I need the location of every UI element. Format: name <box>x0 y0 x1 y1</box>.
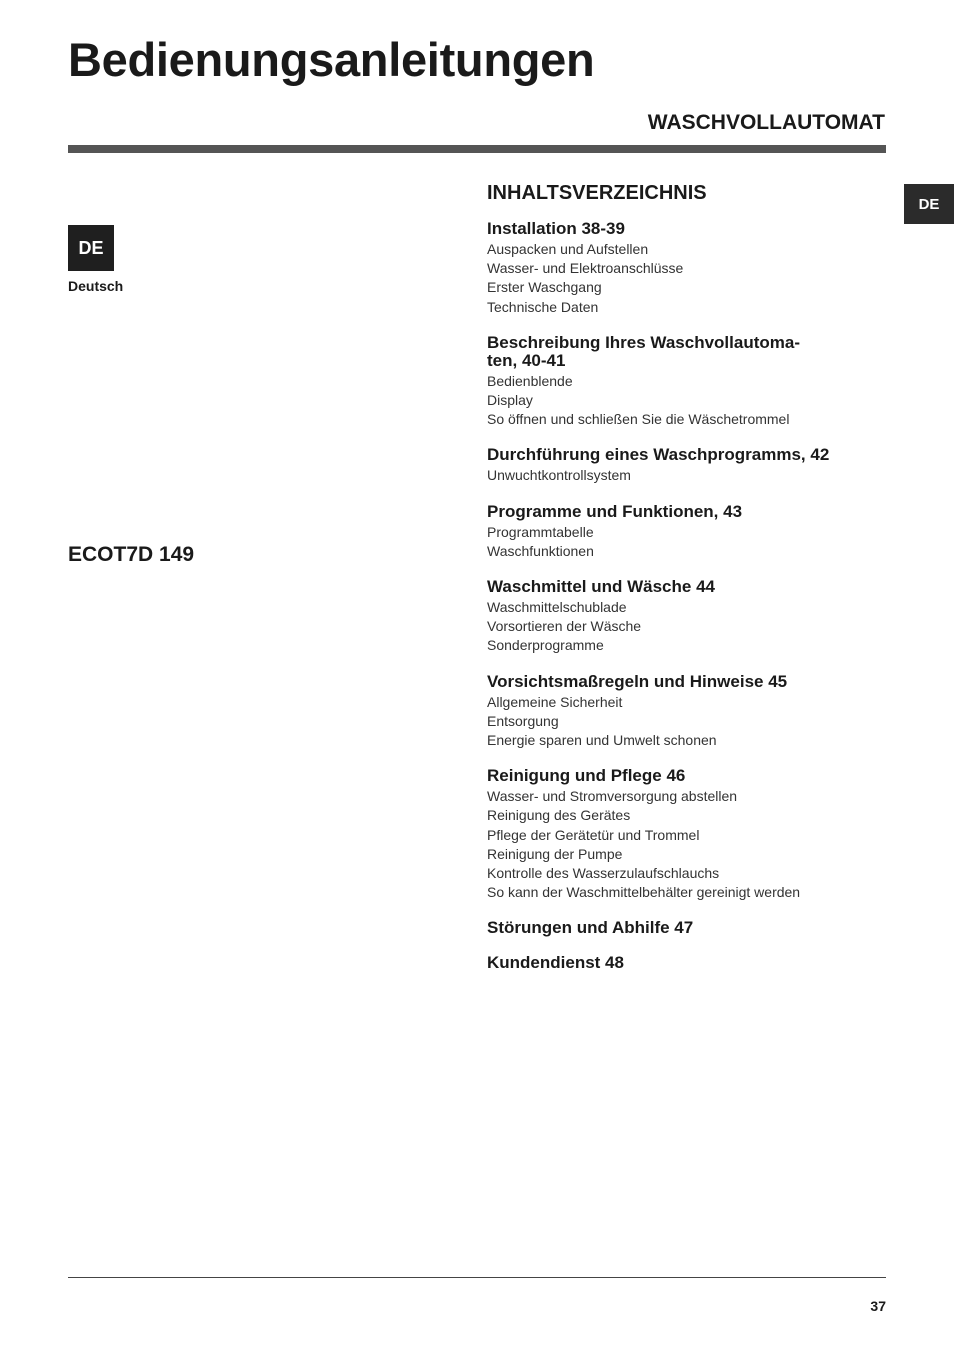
toc-section <box>487 954 887 972</box>
page-title: Bedienungsanleitungen <box>68 33 595 86</box>
toc-item: Waschmittelschublade <box>487 599 627 616</box>
toc-item: Allgemeine Sicherheit <box>487 693 623 710</box>
toc-section-title: Kundendienst 48 <box>487 953 624 973</box>
toc-item: Erster Waschgang <box>487 279 602 296</box>
toc-item: Wasser- und Stromversorgung abstellen <box>487 788 738 805</box>
toc-item: Energie sparen und Umwelt schonen <box>487 732 717 749</box>
toc-section <box>487 503 887 561</box>
language-side-tab: DE <box>904 184 954 224</box>
header-divider <box>68 145 886 153</box>
toc-item: Auspacken und Aufstellen <box>487 241 649 257</box>
toc-item: So öffnen und schließen Sie die Wäschetrommel <box>487 411 790 428</box>
document-subtitle: WASCHVOLLAUTOMAT <box>647 111 885 134</box>
toc-item: Waschfunktionen <box>487 542 594 559</box>
language-badge: DE <box>68 225 114 271</box>
toc-section-title: Installation 38-39 <box>487 219 625 238</box>
toc-section <box>487 673 887 751</box>
footer-divider <box>68 1277 886 1278</box>
toc-item: Kontrolle des Wasserzulaufschlauchs <box>487 865 720 882</box>
toc-item: Technische Daten <box>487 298 599 315</box>
toc-heading: INHALTSVERZEICHNIS <box>487 182 707 204</box>
toc-item: Unwuchtkontrollsystem <box>487 467 631 484</box>
toc-section-title: Waschmittel und Wäsche 44 <box>487 577 715 597</box>
toc-section <box>487 220 887 317</box>
toc-item: Programmtabelle <box>487 523 594 540</box>
toc-section <box>487 767 887 902</box>
model-number: ECOT7D 149 <box>68 543 195 566</box>
toc-section-title: Reinigung und Pflege 46 <box>487 766 686 786</box>
toc-section-title: Beschreibung Ihres Waschvollautoma- ten, 40-41 <box>487 332 800 370</box>
toc-section-title: Durchführung eines Waschprogramms, 42 <box>487 445 830 465</box>
toc-item: Wasser- und Elektroanschlüsse <box>487 260 684 277</box>
toc-item: Display <box>487 392 533 409</box>
toc-item: Vorsortieren der Wäsche <box>487 618 642 635</box>
table-of-contents <box>487 180 887 989</box>
page-number: 37 <box>870 1298 886 1314</box>
toc-section-title: Vorsichtsmaßregeln und Hinweise 45 <box>487 671 788 691</box>
toc-item: Reinigung der Pumpe <box>487 845 623 862</box>
toc-section-title: Störungen und Abhilfe 47 <box>487 918 694 938</box>
toc-sections <box>487 220 887 972</box>
toc-section <box>487 334 887 430</box>
toc-section <box>487 446 887 485</box>
toc-item: Reinigung des Gerätes <box>487 807 631 824</box>
toc-item: Entsorgung <box>487 712 559 729</box>
toc-item: So kann der Waschmittelbehälter gereinigt werden <box>487 884 801 901</box>
toc-section <box>487 919 887 937</box>
toc-item: Pflege der Gerätetür und Trommel <box>487 826 700 843</box>
language-name: Deutsch <box>68 278 124 294</box>
toc-section <box>487 578 887 656</box>
toc-item: Bedienblende <box>487 372 573 389</box>
toc-item: Sonderprogramme <box>487 637 604 654</box>
toc-section-title: Programme und Funktionen, 43 <box>487 501 743 521</box>
